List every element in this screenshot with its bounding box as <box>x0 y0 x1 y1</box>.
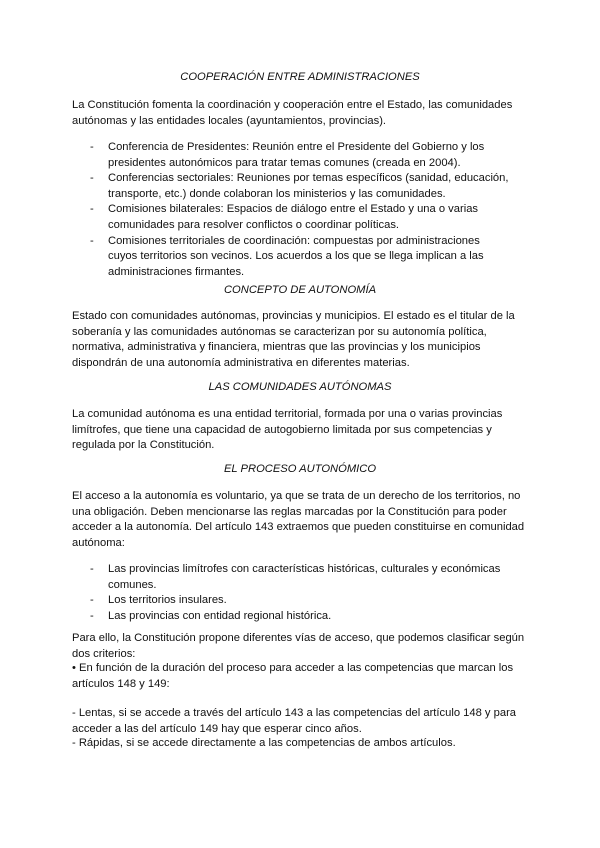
paragraph-criteria-intro: Para ello, la Constitución propone diferentes vías de acceso, que podemos clasificar según dos criterios: <box>72 632 525 660</box>
list-item: - Conferencia de Presidentes: Reunión entre el Presidente del Gobierno y los presidentes autonómicos para tratar temas comunes (creada en 2004). <box>90 140 510 171</box>
heading-autonomia: CONCEPTO DE AUTONOMÍA <box>223 284 377 296</box>
paragraph-comunidades: La comunidad autónoma es una entidad territorial, formada por una o varias provincias limítrofes, que tiene una capacidad de autogobierno limitada por sus competencias y regulada por la Constitución. <box>72 408 503 452</box>
paragraph-criteria-bullet: • En función de la duración del proceso para acceder a las competencias que marcan los artículos 148 y 149: <box>72 662 514 690</box>
list-item: - Comisiones territoriales de coordinación: compuestas por administraciones cuyos territorios son vecinos. Los acuerdos a los que se llega implican a las administraciones firmantes. <box>90 234 510 281</box>
list-item: - Las provincias limítrofes con características históricas, culturales y económicas comunes. <box>90 562 510 593</box>
paragraph-autonomia: Estado con comunidades autónomas, provincias y municipios. El estado es el titular de la soberanía y las comunidades autónomas se caracterizan por su autonomía política, normativa, administrativa y financiera, mientras que las provincias y los municipios dispondrán de una autonomía administrativa en diferentes materias. <box>72 310 515 369</box>
list-proceso <box>90 562 510 624</box>
list-item: - Los territorios insulares. <box>90 593 510 609</box>
list-cooperacion <box>90 140 510 280</box>
list-item: - Conferencias sectoriales: Reuniones por temas específicos (sanidad, educación, transporte, etc.) donde colaboran los ministerios y las comunidades. <box>90 171 510 202</box>
paragraph-rapidas: - Rápidas, si se accede directamente a las competencias de ambos artículos. <box>72 737 456 749</box>
list-item: - Las provincias con entidad regional histórica. <box>90 609 510 625</box>
list-item: - Comisiones bilaterales: Espacios de diálogo entre el Estado y una o varias comunidades para resolver conflictos o coordinar políticas. <box>90 202 510 233</box>
paragraph-cooperacion-intro: La Constitución fomenta la coordinación y cooperación entre el Estado, las comunidades autónomas y las entidades locales (ayuntamientos, provincias). <box>72 99 513 127</box>
paragraph-proceso-intro: El acceso a la autonomía es voluntario, ya que se trata de un derecho de los territorios, no una obligación. Deben mencionarse las reglas marcadas por la Constitución para poder acceder a la autonomía. Del artículo 143 extraemos que pueden constituirse en comunidad autónoma: <box>72 490 525 549</box>
heading-proceso: EL PROCESO AUTONÓMICO <box>223 463 377 475</box>
heading-cooperacion: COOPERACIÓN ENTRE ADMINISTRACIONES <box>180 71 420 83</box>
paragraph-lentas: - Lentas, si se accede a través del artículo 143 a las competencias del artículo 148 y para acceder a las del artículo 149 hay que esperar cinco años. <box>72 707 517 735</box>
heading-comunidades: LAS COMUNIDADES AUTÓNOMAS <box>208 381 392 393</box>
